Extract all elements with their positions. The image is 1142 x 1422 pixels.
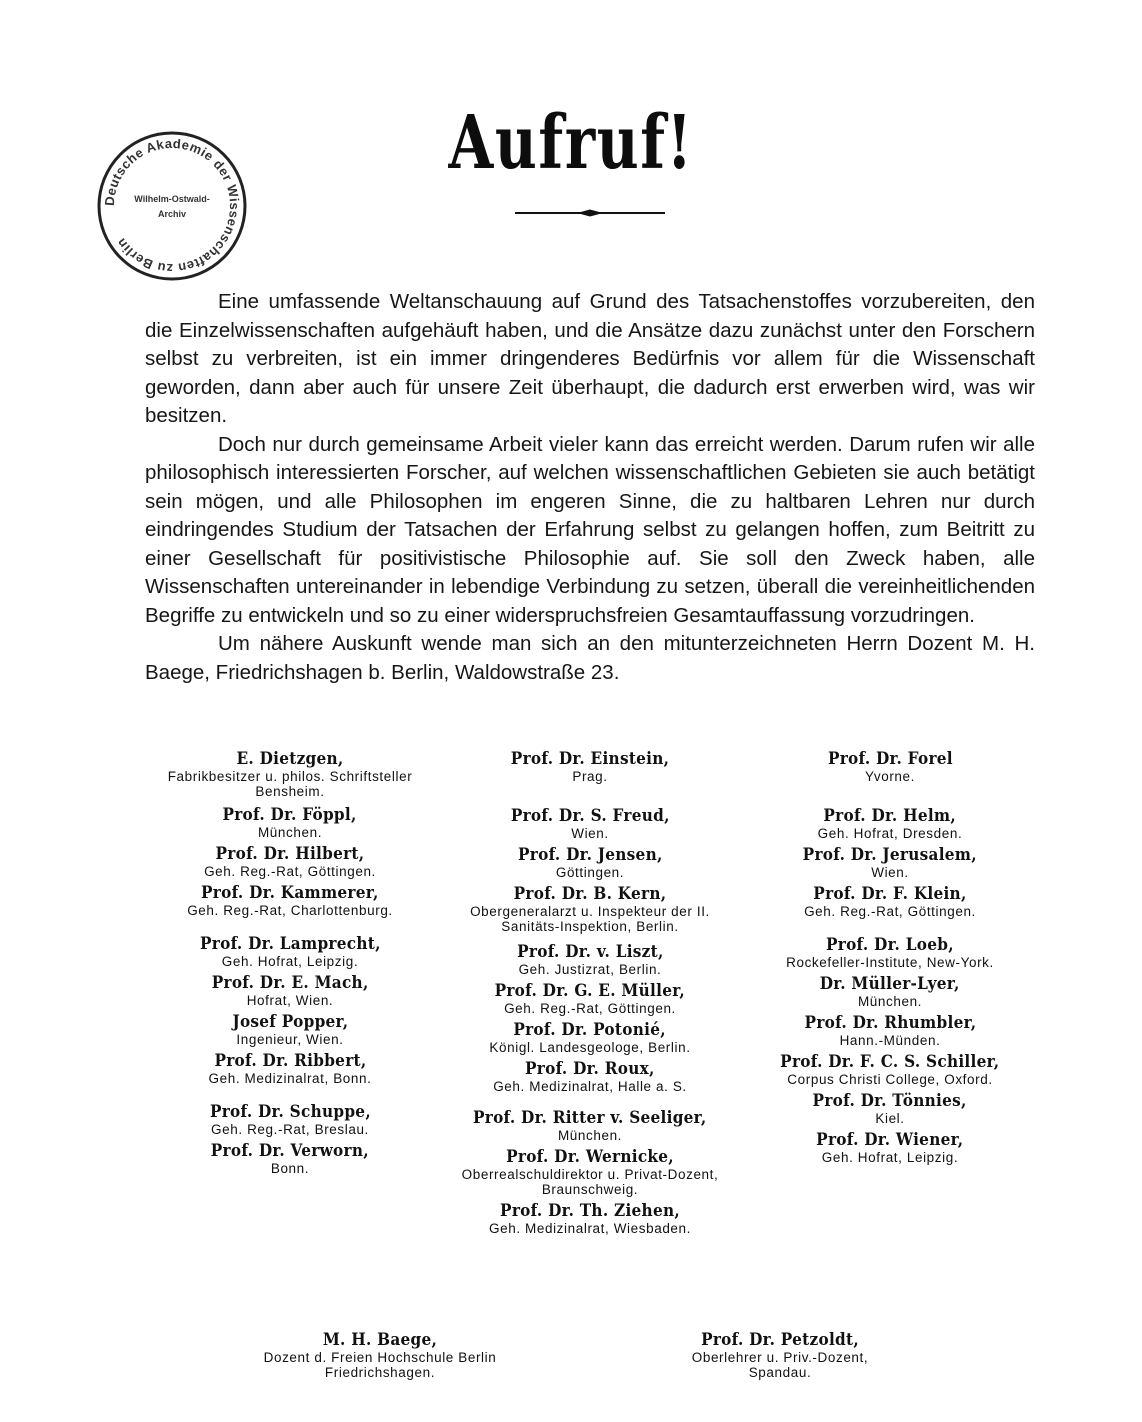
- signatory-role: Geh. Reg.-Rat, Charlottenburg.: [187, 903, 393, 918]
- signatory-role: Geh. Reg.-Rat, Göttingen.: [204, 864, 376, 879]
- signatory: [786, 935, 994, 970]
- signatory-role: Geh. Reg.-Rat, Göttingen.: [804, 904, 976, 919]
- signatory-name: Prof. Dr. Wernicke,: [506, 1147, 674, 1167]
- signatory-role: München.: [257, 825, 323, 840]
- signatory-name: Prof. Dr. Forel: [827, 749, 953, 769]
- signatory-role: Bonn.: [270, 1161, 310, 1176]
- signatory-name: Prof. Dr. Tönnies,: [812, 1091, 968, 1111]
- signatory-column-2: [440, 745, 740, 1236]
- signatory-name: Prof. Dr. Schuppe,: [209, 1102, 371, 1122]
- signatory-name: Prof. Dr. Wiener,: [816, 1130, 964, 1150]
- signatory-name: Prof. Dr. Jensen,: [517, 845, 663, 865]
- title-divider: [515, 208, 665, 218]
- signatory-name: Prof. Dr. Th. Ziehen,: [500, 1201, 680, 1221]
- signatory-column-3: [740, 745, 1040, 1236]
- signatory: [816, 806, 963, 841]
- signatory: [600, 1330, 960, 1380]
- signatory-role: Rockefeller-Institute, New-York.: [786, 955, 994, 970]
- signatory-role: Geh. Medizinalrat, Wiesbaden.: [489, 1221, 691, 1236]
- signatory-role: Wien.: [571, 826, 609, 841]
- signatory-name: Prof. Dr. v. Liszt,: [516, 942, 664, 962]
- signatory: [509, 942, 672, 977]
- signatory-column-1: [140, 745, 440, 1236]
- signatory-name: Prof. Dr. G. E. Müller,: [494, 981, 686, 1001]
- signatory-role: Geh. Reg.-Rat, Göttingen.: [504, 1001, 676, 1016]
- signatory-name: Prof. Dr. E. Mach,: [211, 973, 369, 993]
- signatory-name: Dr. Müller-Lyer,: [820, 974, 960, 994]
- signatory-place: Spandau.: [748, 1365, 812, 1380]
- signatory-role: Corpus Christi College, Oxford.: [787, 1072, 993, 1087]
- signatory-role: Geh. Hofrat, Leipzig.: [821, 1150, 959, 1165]
- signatory-name: Prof. Dr. Föppl,: [222, 805, 358, 825]
- signatory: [445, 884, 735, 934]
- signatory-role: Geh. Hofrat, Leipzig.: [221, 954, 359, 969]
- signatory-role: Hofrat, Wien.: [246, 993, 334, 1008]
- signatories-grid: [140, 745, 1040, 1236]
- signatory: [206, 1051, 375, 1086]
- signatory-role: Oberrealschuldirektor u. Privat-Dozent, Braunschweig.: [461, 1167, 719, 1197]
- signatory-name: Prof. Dr. Petzoldt,: [701, 1330, 859, 1350]
- signatory-name: Prof. Dr. Roux,: [525, 1059, 655, 1079]
- signatory-role: Göttingen.: [555, 865, 625, 880]
- paragraph: Um nähere Auskunft wende man sich an den mitunterzeichneten Herrn Dozent M. H. Baege, Friedrichshagen b. Berlin, Waldowstraße 23.: [145, 632, 1035, 684]
- organizer-signatories: [200, 1330, 960, 1380]
- signatory: [204, 844, 376, 879]
- signatory: [202, 1141, 378, 1176]
- signatory: [145, 749, 435, 799]
- signatory: [795, 1013, 986, 1048]
- signatory-name: Prof. Dr. Lamprecht,: [199, 934, 381, 954]
- paragraph: Eine umfassende Weltanschauung auf Grund des Tatsachenstoffes vorzubereiten, den die Einzelwissenschaften aufgehäuft haben, und die Ansätze dazu zunächst unter den Forschern selbst zu verbreiten, ist ein immer dringenderes Bedürfnis vor allem für die Wissenschaft geworden, dann aber auch für unsere Zeit überhaupt, die dadurch erst erwerben wird, was wir besitzen.: [145, 290, 1035, 427]
- signatory: [804, 884, 976, 919]
- signatory-role: Geh. Reg.-Rat, Breslau.: [211, 1122, 369, 1137]
- signatory: [821, 749, 960, 784]
- signatory-name: E. Dietzgen,: [236, 749, 344, 769]
- signatory-name: Prof. Dr. Potonié,: [513, 1020, 667, 1040]
- signatory-name: Prof. Dr. S. Freud,: [510, 806, 670, 826]
- signatory: [484, 981, 696, 1016]
- signatory: [190, 934, 391, 969]
- signatory-place: Friedrichshagen.: [324, 1365, 436, 1380]
- paragraph: Doch nur durch gemeinsame Arbeit vieler kann das erreicht werden. Darum rufen wir alle philosophisch interessierten Forscher, auf welchen wissenschaftlichen Gebieten sie auch betätigt sein mögen, und alle Philosophen im engeren Sinne, die zu haltbaren Lehren nur durch eindringendes Studium der Tatsachen der Erfahrung selbst zu gelangen hoffen, zum Beitritt zu einer Gesellschaft für positivistische Philosophie auf. Sie soll den Zweck haben, alle Wissenschaften untereinander in lebendige Verbindung zu setzen, überall die vereinheitlichenden Begriffe zu entwickeln und so zu einer widerspruchsfreien Gesamtauffassung vorzudringen.: [145, 432, 1035, 627]
- signatory: [804, 1091, 975, 1126]
- signatory-role: Oberlehrer u. Priv.-Dozent,: [691, 1350, 869, 1365]
- page-title: Aufruf!: [448, 100, 694, 186]
- stamp-center-line2: Archiv: [157, 209, 187, 219]
- signatory: [226, 1012, 355, 1047]
- signatory-name: Prof. Dr. Ritter v. Seeliger,: [473, 1108, 707, 1128]
- signatory: [200, 1330, 560, 1380]
- signatory-name: Prof. Dr. Loeb,: [826, 935, 954, 955]
- signatory-role: Geh. Medizinalrat, Halle a. S.: [493, 1079, 687, 1094]
- stamp-ring-text: Deutsche Akademie der Wissenschaften zu Berlin: [101, 135, 243, 277]
- signatory-role: Geh. Justizrat, Berlin.: [518, 962, 662, 977]
- signatory-role: Fabrikbesitzer u. philos. Schriftsteller Bensheim.: [167, 769, 413, 799]
- signatory: [187, 883, 393, 918]
- signatory-name: Prof. Dr. Helm,: [823, 806, 957, 826]
- signatory-role: München.: [857, 994, 923, 1009]
- signatory-name: Prof. Dr. F. Klein,: [813, 884, 967, 904]
- appeal-body: [145, 288, 1035, 687]
- signatory-role: Wien.: [871, 865, 909, 880]
- signatory-name: Prof. Dr. F. C. S. Schiller,: [780, 1052, 1000, 1072]
- signatory: [510, 845, 671, 880]
- signatory: [812, 974, 967, 1009]
- signatory: [489, 1201, 691, 1236]
- signatory-name: Josef Popper,: [232, 1012, 348, 1032]
- signatory-role: Geh. Medizinalrat, Bonn.: [208, 1071, 372, 1086]
- signatory-name: Prof. Dr. Jerusalem,: [802, 845, 978, 865]
- signatory: [460, 1108, 719, 1143]
- signatory-name: Prof. Dr. Hilbert,: [215, 844, 365, 864]
- stamp-center-line1: Wilhelm-Ostwald-: [134, 194, 210, 204]
- signatory: [215, 805, 364, 840]
- signatory-name: Prof. Dr. Ribbert,: [213, 1051, 367, 1071]
- signatory-role: Geh. Hofrat, Dresden.: [817, 826, 963, 841]
- signatory-role: Dozent d. Freien Hochschule Berlin: [263, 1350, 497, 1365]
- signatory: [201, 1102, 380, 1137]
- signatory-role: München.: [557, 1128, 623, 1143]
- signatory-role: Kiel.: [875, 1111, 905, 1126]
- signatory: [808, 1130, 972, 1165]
- signatory-name: Prof. Dr. Kammerer,: [201, 883, 379, 903]
- signatory: [493, 1059, 687, 1094]
- signatory-name: Prof. Dr. Einstein,: [510, 749, 670, 769]
- signatory-role: Königl. Landesgeologe, Berlin.: [489, 1040, 691, 1055]
- signatory-role: Prag.: [572, 769, 608, 784]
- signatory-name: M. H. Baege,: [322, 1330, 438, 1350]
- signatory-name: Prof. Dr. Verworn,: [210, 1141, 370, 1161]
- signatory: [793, 845, 987, 880]
- signatory: [203, 973, 377, 1008]
- signatory-role: Yvorne.: [865, 769, 915, 784]
- signatory: [502, 749, 678, 784]
- signatory-name: Prof. Dr. Rhumbler,: [804, 1013, 976, 1033]
- signatory: [489, 1020, 690, 1055]
- signatory: [445, 1147, 735, 1197]
- signatory-role: Ingenieur, Wien.: [236, 1032, 344, 1047]
- signatory-name: Prof. Dr. B. Kern,: [513, 884, 667, 904]
- signatory-role: Hann.-Münden.: [839, 1033, 941, 1048]
- signatory: [502, 806, 679, 841]
- signatory-role: Obergeneralarzt u. Inspekteur der II. Sanitäts-Inspektion, Berlin.: [470, 904, 710, 934]
- signatory: [768, 1052, 1012, 1087]
